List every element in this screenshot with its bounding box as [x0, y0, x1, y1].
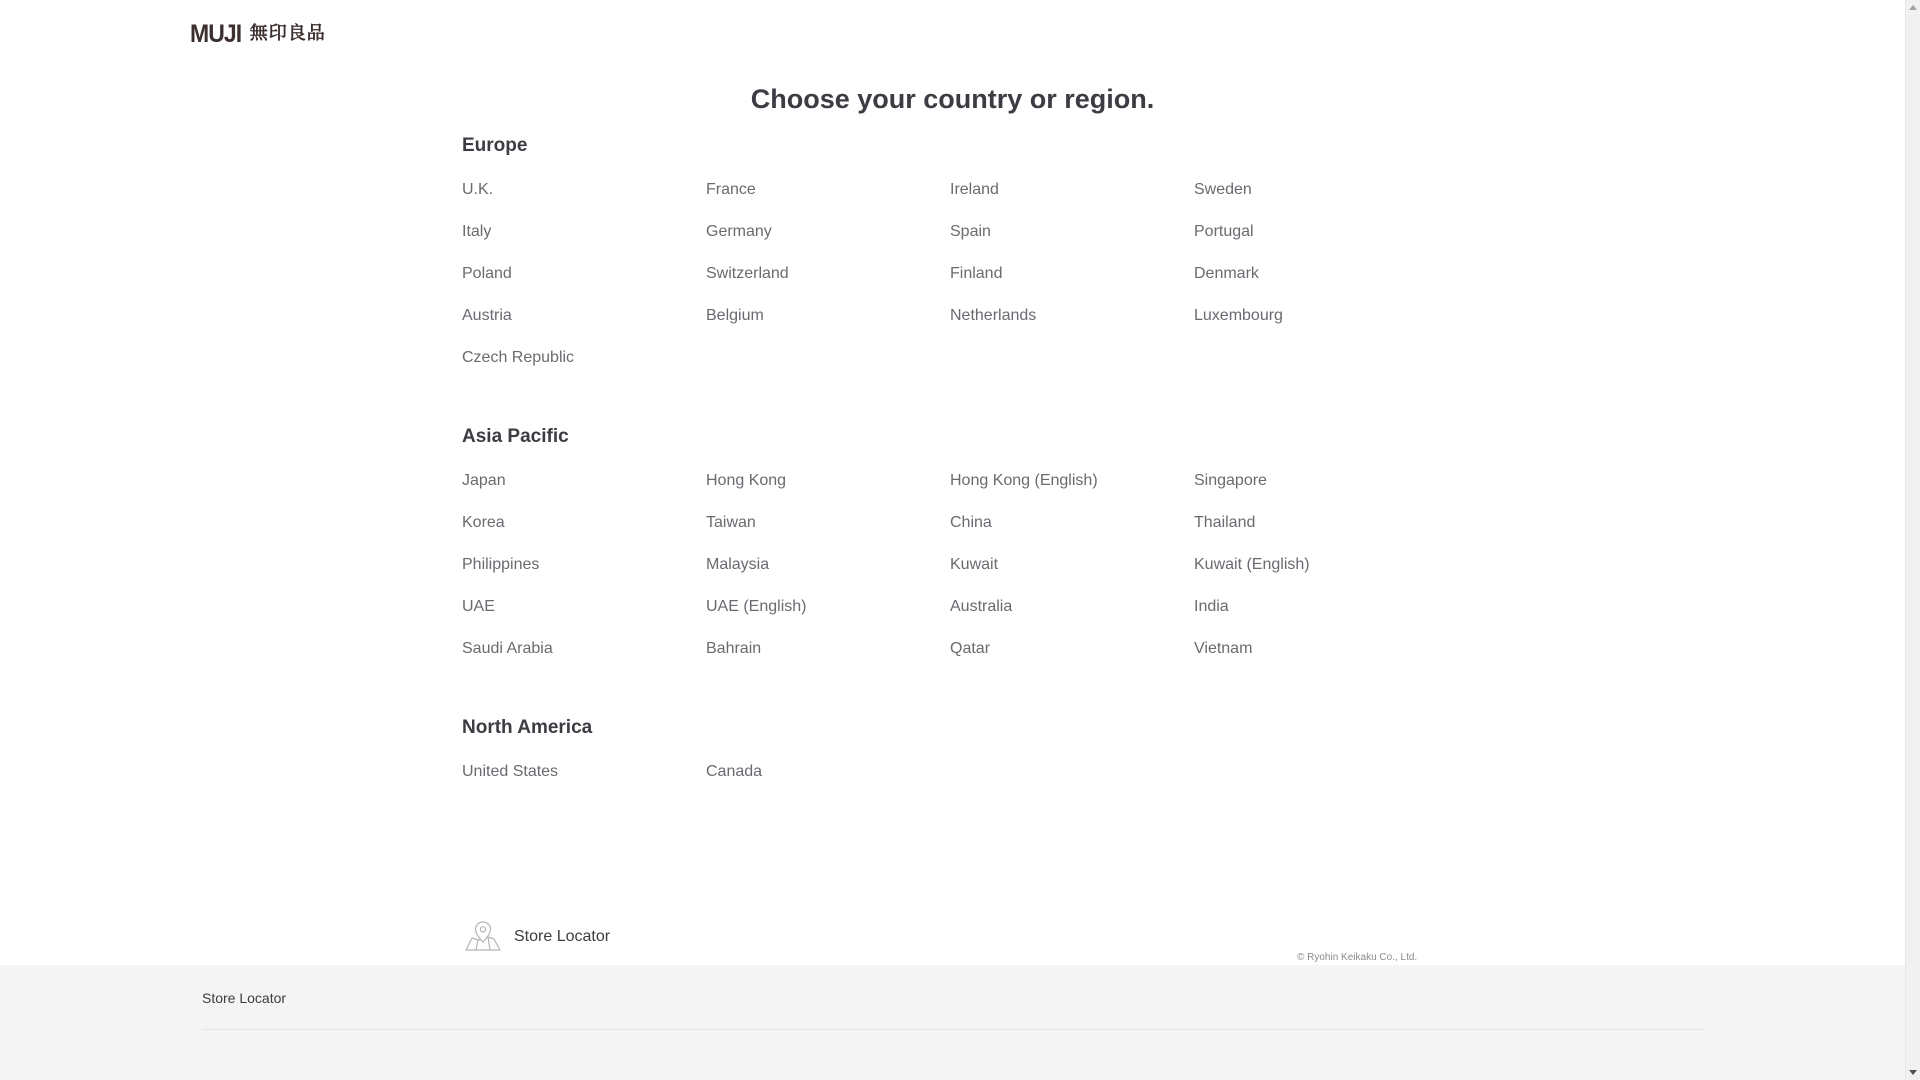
country-list — [462, 471, 1442, 681]
country-link-australia[interactable]: Australia — [950, 598, 1013, 615]
country-link-india[interactable]: India — [1194, 598, 1229, 615]
store-locator-label: Store Locator — [514, 928, 611, 945]
country-link-uae-english[interactable]: UAE (English) — [706, 598, 807, 615]
country-link-saudi-arabia[interactable]: Saudi Arabia — [462, 640, 553, 657]
copyright-text: © Ryohin Keikaku Co., Ltd. — [1297, 952, 1418, 963]
country-link-portugal[interactable]: Portugal — [1194, 223, 1254, 240]
country-list — [462, 762, 1442, 804]
logo-latin-text: MUJI — [190, 20, 242, 48]
country-link-hong-kong-english[interactable]: Hong Kong (English) — [950, 472, 1098, 489]
country-link-spain[interactable]: Spain — [950, 223, 991, 240]
country-link-bahrain[interactable]: Bahrain — [706, 640, 762, 657]
country-link-kuwait[interactable]: Kuwait — [950, 556, 999, 573]
region-europe — [462, 134, 1442, 390]
region-north-america — [462, 716, 1442, 804]
country-link-switzerland[interactable]: Switzerland — [706, 265, 789, 282]
country-link-united-states[interactable]: United States — [462, 763, 559, 780]
country-link-qatar[interactable]: Qatar — [950, 640, 991, 657]
country-link-canada[interactable]: Canada — [706, 763, 763, 780]
country-link-poland[interactable]: Poland — [462, 265, 512, 282]
country-list — [462, 180, 1442, 390]
page-title: Choose your country or region. — [750, 84, 1155, 114]
site-header — [0, 0, 1905, 70]
country-link-luxembourg[interactable]: Luxembourg — [1194, 307, 1283, 324]
country-link-taiwan[interactable]: Taiwan — [706, 514, 756, 531]
footer-divider — [202, 1029, 1704, 1030]
country-link-china[interactable]: China — [950, 514, 992, 531]
muji-logo[interactable] — [190, 22, 326, 46]
region-heading: Asia Pacific — [462, 426, 569, 447]
map-pin-icon — [464, 920, 502, 954]
country-link-uk[interactable]: U.K. — [462, 181, 494, 198]
country-link-france[interactable]: France — [706, 181, 756, 198]
country-link-denmark[interactable]: Denmark — [1194, 265, 1259, 282]
country-link-hong-kong[interactable]: Hong Kong — [706, 472, 787, 489]
country-link-malaysia[interactable]: Malaysia — [706, 556, 770, 573]
country-link-ireland[interactable]: Ireland — [950, 181, 999, 198]
region-asia-pacific — [462, 425, 1442, 681]
country-link-czech-republic[interactable]: Czech Republic — [462, 349, 575, 366]
country-link-japan[interactable]: Japan — [462, 472, 506, 489]
store-locator-link[interactable] — [464, 920, 610, 954]
logo-kanji-text: 無印良品 — [249, 23, 326, 44]
footer-store-locator-link[interactable]: Store Locator — [202, 990, 287, 1006]
site-footer — [0, 965, 1905, 1080]
country-link-belgium[interactable]: Belgium — [706, 307, 764, 324]
country-link-kuwait-english[interactable]: Kuwait (English) — [1194, 556, 1310, 573]
scroll-up-arrow-icon[interactable] — [1909, 5, 1917, 10]
country-link-netherlands[interactable]: Netherlands — [950, 307, 1037, 324]
country-link-sweden[interactable]: Sweden — [1194, 181, 1252, 198]
country-link-vietnam[interactable]: Vietnam — [1194, 640, 1253, 657]
scroll-down-arrow-icon[interactable] — [1909, 1070, 1917, 1075]
country-link-korea[interactable]: Korea — [462, 514, 505, 531]
region-heading: Europe — [462, 135, 528, 156]
country-link-philippines[interactable]: Philippines — [462, 556, 540, 573]
country-link-uae[interactable]: UAE — [462, 598, 495, 615]
country-link-italy[interactable]: Italy — [462, 223, 492, 240]
vertical-scrollbar[interactable] — [1905, 0, 1920, 1080]
country-link-singapore[interactable]: Singapore — [1194, 472, 1267, 489]
country-link-finland[interactable]: Finland — [950, 265, 1003, 282]
country-link-thailand[interactable]: Thailand — [1194, 514, 1256, 531]
country-link-austria[interactable]: Austria — [462, 307, 512, 324]
country-link-germany[interactable]: Germany — [706, 223, 772, 240]
region-heading: North America — [462, 717, 593, 738]
